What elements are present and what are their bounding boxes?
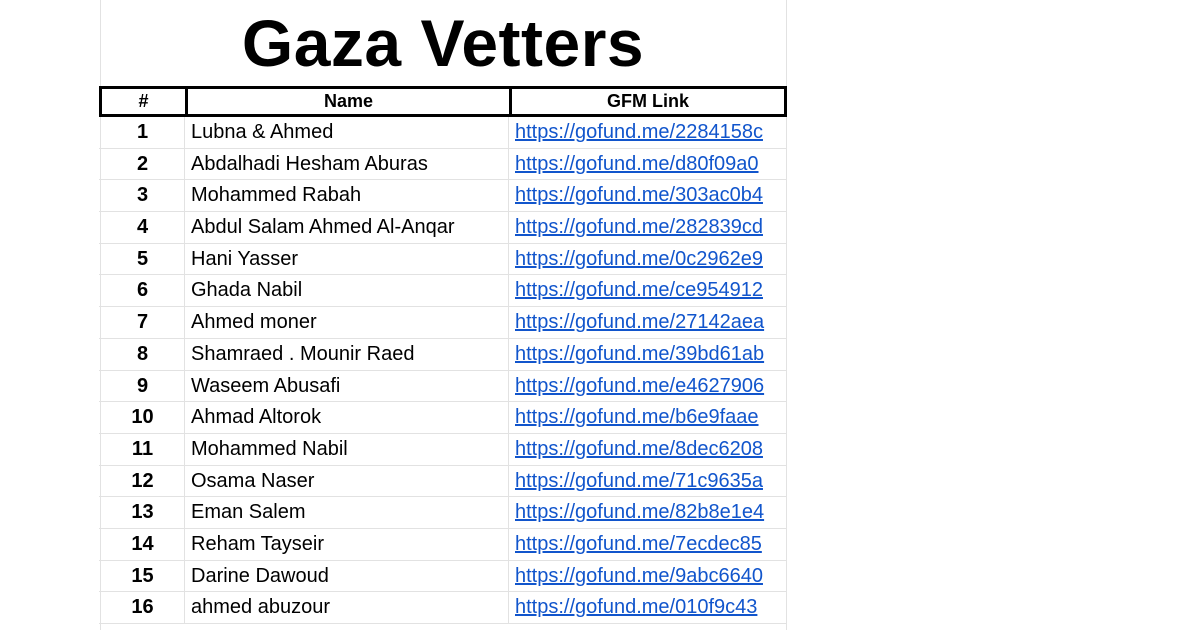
table-row <box>99 339 787 371</box>
name-cell[interactable]: Ahmad Altorok <box>185 402 509 433</box>
gfm-link[interactable]: https://gofund.me/27142aea <box>515 311 765 334</box>
row-number-cell[interactable]: 1 <box>99 117 185 148</box>
gfm-link-cell[interactable] <box>509 529 787 560</box>
row-number-cell[interactable]: 3 <box>99 180 185 211</box>
gfm-link[interactable]: https://gofund.me/71c9635a <box>515 469 763 492</box>
name-cell[interactable]: Reham Tayseir <box>185 529 509 560</box>
table-row <box>99 434 787 466</box>
table-row <box>99 402 787 434</box>
row-number-cell[interactable]: 16 <box>99 592 185 623</box>
gfm-link-cell[interactable] <box>509 212 787 243</box>
row-number-cell[interactable]: 9 <box>99 371 185 402</box>
gfm-link[interactable]: https://gofund.me/8dec6208 <box>515 437 763 460</box>
name-cell[interactable]: Waseem Abusafi <box>185 371 509 402</box>
table-row <box>99 561 787 593</box>
row-number-cell[interactable]: 8 <box>99 339 185 370</box>
name-cell[interactable]: Ghada Nabil <box>185 275 509 306</box>
row-number-cell[interactable]: 11 <box>99 434 185 465</box>
name-cell[interactable]: Hani Yasser <box>185 244 509 275</box>
name-cell[interactable]: Darine Dawoud <box>185 561 509 592</box>
row-number-cell[interactable]: 6 <box>99 275 185 306</box>
name-cell[interactable]: Eman Salem <box>185 497 509 528</box>
table-body <box>99 117 787 624</box>
gfm-link-cell[interactable] <box>509 275 787 306</box>
table-row <box>99 529 787 561</box>
gfm-link-cell[interactable] <box>509 434 787 465</box>
gfm-link[interactable]: https://gofund.me/2284158c <box>515 121 763 143</box>
gfm-link[interactable]: https://gofund.me/82b8e1e4 <box>515 501 765 524</box>
column-header-gfm-link[interactable]: GFM Link <box>607 91 689 111</box>
gfm-link[interactable]: https://gofund.me/7ecdec85 <box>515 532 762 555</box>
gfm-link-cell[interactable] <box>509 561 787 592</box>
gfm-link-cell[interactable] <box>509 371 787 402</box>
gfm-link-cell[interactable] <box>509 592 787 623</box>
gfm-link[interactable]: https://gofund.me/010f9c43 <box>515 596 758 619</box>
gfm-link[interactable]: https://gofund.me/ce954912 <box>515 279 763 302</box>
gfm-link-cell[interactable] <box>509 339 787 370</box>
name-cell[interactable]: Lubna & Ahmed <box>185 117 509 148</box>
row-number-cell[interactable]: 5 <box>99 244 185 275</box>
table-row <box>99 307 787 339</box>
table-row <box>99 180 787 212</box>
gfm-link[interactable]: https://gofund.me/282839cd <box>515 216 763 239</box>
table-row <box>99 117 787 149</box>
name-cell[interactable]: Shamraed . Mounir Raed <box>185 339 509 370</box>
name-cell[interactable]: Osama Naser <box>185 466 509 497</box>
column-header-number[interactable]: # <box>102 89 188 114</box>
sheet-title: Gaza Vetters <box>241 6 645 80</box>
name-cell[interactable]: Abdalhadi Hesham Aburas <box>185 149 509 180</box>
gfm-link[interactable]: https://gofund.me/9abc6640 <box>515 564 763 587</box>
vetters-table <box>99 86 787 624</box>
row-number-cell[interactable]: 10 <box>99 402 185 433</box>
name-cell[interactable]: Mohammed Nabil <box>185 434 509 465</box>
row-number-cell[interactable]: 2 <box>99 149 185 180</box>
table-row <box>99 497 787 529</box>
name-cell[interactable]: ahmed abuzour <box>185 592 509 623</box>
gfm-link[interactable]: https://gofund.me/303ac0b4 <box>515 184 763 207</box>
table-header-row <box>99 86 787 117</box>
row-number-cell[interactable]: 12 <box>99 466 185 497</box>
row-number-cell[interactable]: 4 <box>99 212 185 243</box>
gfm-link[interactable]: https://gofund.me/b6e9faae <box>515 406 759 429</box>
column-header-name[interactable]: Name <box>188 89 512 114</box>
row-number-cell[interactable]: 15 <box>99 561 185 592</box>
gfm-link[interactable]: https://gofund.me/0c2962e9 <box>515 247 763 270</box>
table-row <box>99 466 787 498</box>
table-row <box>99 371 787 403</box>
gfm-link-cell[interactable] <box>509 307 787 338</box>
gfm-link[interactable]: https://gofund.me/39bd61ab <box>515 342 765 365</box>
gfm-link-cell[interactable] <box>509 149 787 180</box>
gfm-link-cell[interactable] <box>509 180 787 211</box>
table-row <box>99 275 787 307</box>
table-row <box>99 149 787 181</box>
name-cell[interactable]: Ahmed moner <box>185 307 509 338</box>
table-row <box>99 212 787 244</box>
row-number-cell[interactable]: 13 <box>99 497 185 528</box>
gfm-link[interactable]: https://gofund.me/e4627906 <box>515 374 765 397</box>
gfm-link[interactable]: https://gofund.me/d80f09a0 <box>515 152 759 175</box>
row-number-cell[interactable]: 7 <box>99 307 185 338</box>
name-cell[interactable]: Abdul Salam Ahmed Al-Anqar <box>185 212 509 243</box>
table-row <box>99 244 787 276</box>
gfm-link-cell[interactable] <box>509 402 787 433</box>
name-cell[interactable]: Mohammed Rabah <box>185 180 509 211</box>
gfm-link-cell[interactable] <box>509 117 787 148</box>
table-row <box>99 592 787 624</box>
row-number-cell[interactable]: 14 <box>99 529 185 560</box>
gfm-link-cell[interactable] <box>509 244 787 275</box>
gfm-link-cell[interactable] <box>509 466 787 497</box>
gfm-link-cell[interactable] <box>509 497 787 528</box>
